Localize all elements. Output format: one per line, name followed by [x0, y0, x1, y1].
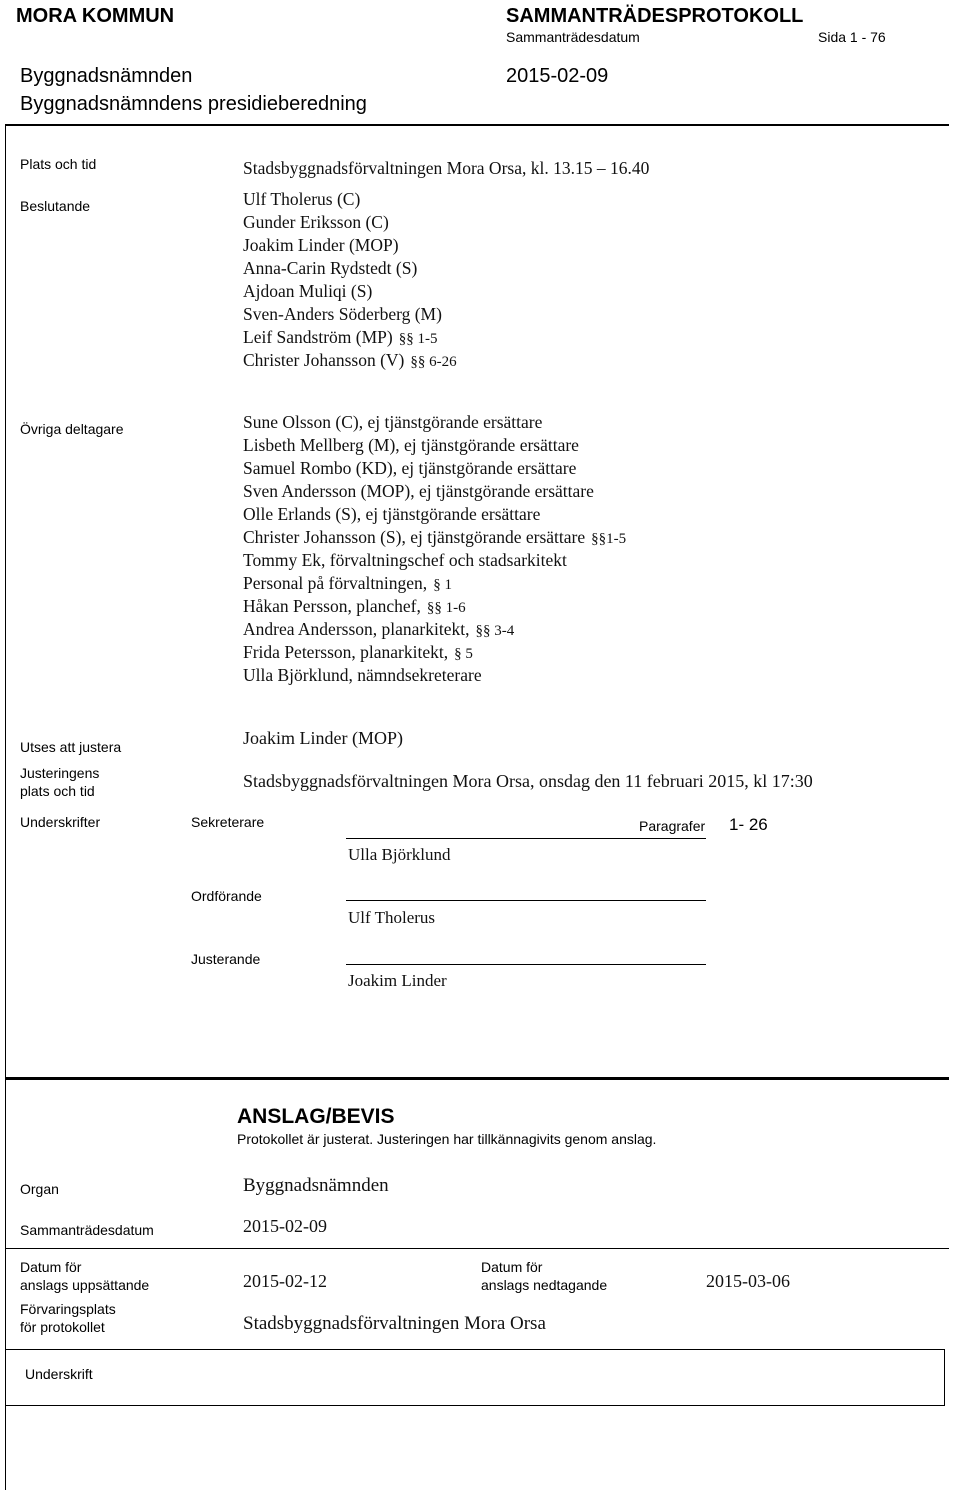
others-name: Sune Olsson (C), ej tjänstgörande ersättare [243, 412, 543, 432]
others-name: Lisbeth Mellberg (M), ej tjänstgörande ersättare [243, 435, 579, 455]
header-date-label: Sammanträdesdatum [506, 29, 640, 45]
deciding-paragraph-ref: §§ 6-26 [410, 354, 457, 370]
place-label: Plats och tid [20, 156, 97, 172]
others-name: Samuel Rombo (KD), ej tjänstgörande ersättare [243, 458, 577, 478]
deciding-row [243, 280, 457, 303]
deciding-row [243, 326, 457, 349]
others-paragraph-ref: §§1-5 [591, 531, 627, 547]
others-row [243, 549, 626, 572]
others-row [243, 434, 626, 457]
adjust-value: Joakim Linder (MOP) [243, 728, 403, 748]
deciding-row [243, 303, 457, 326]
deciding-row [243, 257, 457, 280]
adjuster-signature-line [346, 964, 706, 965]
others-row [243, 457, 626, 480]
place-value: Stadsbyggnadsförvaltningen Mora Orsa, kl. 13.15 – 16.40 [243, 158, 650, 178]
secretary-label: Sekreterare [191, 814, 265, 830]
paragraphs-value: 1- 26 [729, 815, 768, 834]
deciding-name: Anna-Carin Rydstedt (S) [243, 258, 418, 278]
chair-label: Ordförande [191, 888, 262, 904]
removed-label-2: anslags nedtagande [481, 1277, 608, 1293]
deciding-row [243, 211, 457, 234]
notice-row-divider [5, 1248, 949, 1249]
deciding-paragraph-ref: §§ 1-5 [398, 331, 438, 347]
others-row [243, 641, 626, 664]
others-row [243, 595, 626, 618]
adjust-label: Utses att justera [20, 739, 122, 755]
page-number: Sida 1 - 76 [818, 29, 886, 45]
signature-box-bottom [5, 1405, 945, 1406]
signature-box-top [5, 1349, 945, 1350]
others-paragraph-ref: §§ 3-4 [475, 623, 515, 639]
posted-label-2: anslags uppsättande [20, 1277, 150, 1293]
posted-label-1: Datum för [20, 1259, 82, 1275]
top-divider [5, 124, 949, 126]
others-name: Frida Petersson, planarkitekt, [243, 642, 449, 662]
adjust-place-label-1: Justeringens [20, 765, 100, 781]
org-name: MORA KOMMUN [16, 5, 175, 27]
chair-signature-line [346, 900, 706, 901]
deciding-name: Gunder Eriksson (C) [243, 212, 389, 232]
others-paragraph-ref: §§ 1-6 [426, 600, 466, 616]
adjust-place-value: Stadsbyggnadsförvaltningen Mora Orsa, onsdag den 11 februari 2015, kl 17:30 [243, 771, 813, 791]
meeting-date: 2015-02-09 [506, 65, 609, 87]
deciding-row [243, 188, 457, 211]
others-name: Håkan Persson, planchef, [243, 596, 421, 616]
notice-date-label: Sammanträdesdatum [20, 1222, 154, 1238]
paragraphs-label: Paragrafer [639, 818, 706, 834]
removed-value: 2015-03-06 [706, 1271, 790, 1291]
others-paragraph-ref: § 5 [454, 646, 473, 662]
deciding-name: Ulf Tholerus (C) [243, 189, 361, 209]
others-row [243, 618, 626, 641]
removed-label-1: Datum för [481, 1259, 543, 1275]
storage-value: Stadsbyggnadsförvaltningen Mora Orsa [243, 1313, 546, 1334]
secretary-signature-line [346, 838, 706, 839]
deciding-name: Sven-Anders Söderberg (M) [243, 304, 442, 324]
organ-label: Organ [20, 1181, 59, 1197]
notice-title: ANSLAG/BEVIS [237, 1105, 395, 1128]
others-row [243, 526, 626, 549]
others-row [243, 664, 626, 687]
others-row [243, 503, 626, 526]
notice-date-value: 2015-02-09 [243, 1216, 327, 1236]
storage-label-2: för protokollet [20, 1319, 105, 1335]
document-title: SAMMANTRÄDESPROTOKOLL [506, 5, 804, 27]
adjuster-name: Joakim Linder [348, 971, 447, 990]
secretary-name: Ulla Björklund [348, 845, 451, 864]
storage-label-1: Förvaringsplats [20, 1301, 116, 1317]
others-list [243, 411, 626, 687]
others-name: Ulla Björklund, nämndsekreterare [243, 665, 482, 685]
others-row [243, 411, 626, 434]
deciding-label: Beslutande [20, 198, 91, 214]
others-name: Sven Andersson (MOP), ej tjänstgörande ersättare [243, 481, 594, 501]
deciding-name: Ajdoan Muliqi (S) [243, 281, 373, 301]
others-paragraph-ref: § 1 [433, 577, 452, 593]
others-row [243, 480, 626, 503]
deciding-name: Joakim Linder (MOP) [243, 235, 399, 255]
notice-signature-label: Underskrift [25, 1366, 93, 1382]
deciding-row [243, 349, 457, 372]
others-name: Olle Erlands (S), ej tjänstgörande ersättare [243, 504, 541, 524]
others-name: Christer Johansson (S), ej tjänstgörande ersättare [243, 527, 586, 547]
committee-name: Byggnadsnämnden [20, 65, 193, 87]
subcommittee-name: Byggnadsnämndens presidieberedning [20, 93, 367, 115]
adjuster-label: Justerande [191, 951, 261, 967]
others-name: Tommy Ek, förvaltningschef och stadsarkitekt [243, 550, 567, 570]
posted-value: 2015-02-12 [243, 1271, 327, 1291]
others-name: Personal på förvaltningen, [243, 573, 428, 593]
signatures-label: Underskrifter [20, 814, 101, 830]
chair-name: Ulf Tholerus [348, 908, 436, 927]
organ-value: Byggnadsnämnden [243, 1175, 389, 1196]
adjust-place-label-2: plats och tid [20, 783, 95, 799]
signature-box-right [944, 1349, 945, 1405]
deciding-name: Leif Sandström (MP) [243, 327, 393, 347]
deciding-list [243, 188, 457, 372]
deciding-row [243, 234, 457, 257]
others-label: Övriga deltagare [20, 421, 124, 437]
others-row [243, 572, 626, 595]
notice-subtitle: Protokollet är justerat. Justeringen har tillkännagivits genom anslag. [237, 1131, 657, 1147]
notice-divider [5, 1077, 949, 1080]
left-border [5, 124, 6, 1490]
deciding-name: Christer Johansson (V) [243, 350, 405, 370]
others-name: Andrea Andersson, planarkitekt, [243, 619, 470, 639]
